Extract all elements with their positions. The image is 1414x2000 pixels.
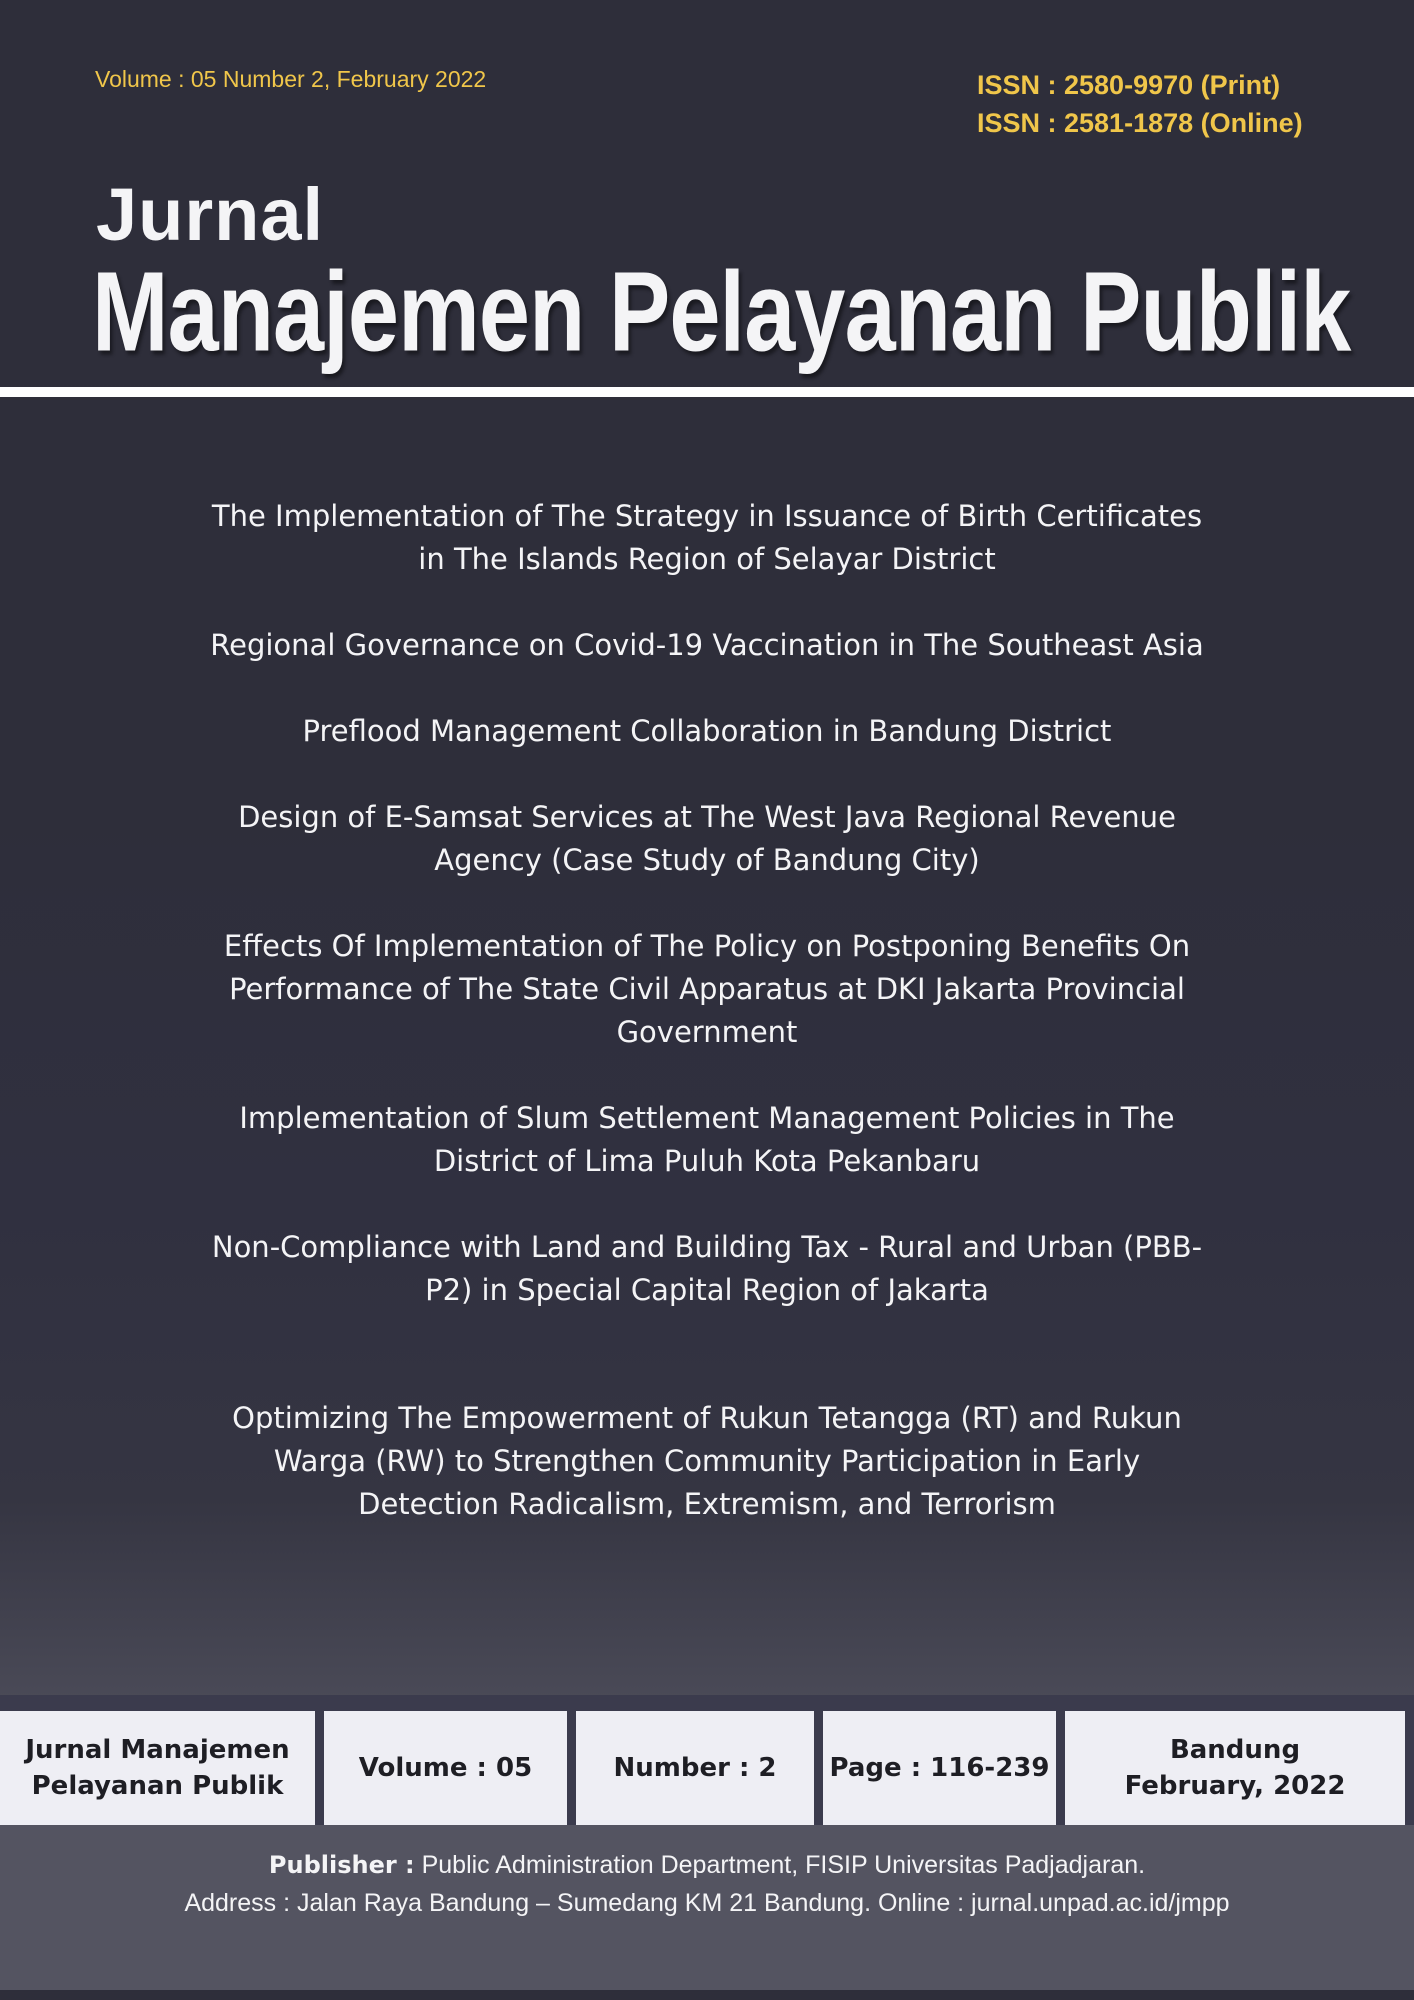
info-journal-name-line1: Jurnal Manajemen: [25, 1735, 290, 1765]
info-place-date: [1065, 1711, 1405, 1825]
info-number: Number : 2: [576, 1711, 814, 1825]
article-title: Non-Compliance with Land and Building Tax - Rural and Urban (PBB-P2) in Special Capital Region of Jakarta: [211, 1230, 1203, 1307]
issn-block: [977, 66, 1303, 142]
issn-print: ISSN : 2580-9970 (Print): [977, 70, 1281, 100]
info-journal-name-line2: Pelayanan Publik: [31, 1771, 284, 1801]
info-pages: Page : 116-239: [823, 1711, 1056, 1825]
journal-title: Manajemen Pelayanan Publik: [92, 247, 1351, 375]
issn-online: ISSN : 2581-1878 (Online): [977, 108, 1303, 138]
info-date: February, 2022: [1124, 1771, 1346, 1801]
publisher-value: Public Administration Department, FISIP Universitas Padjadjaran.: [421, 1851, 1146, 1879]
jurnal-label: Jurnal: [96, 173, 325, 256]
article-title: Optimizing The Empowerment of Rukun Tetangga (RT) and Rukun Warga (RW) to Strengthen Community Participation in Early Detection Radicalism, Extremism, and Terrorism: [232, 1401, 1182, 1521]
info-journal-name: [0, 1711, 315, 1825]
publisher-line: [0, 1846, 1414, 1884]
article-title: Regional Governance on Covid-19 Vaccination in The Southeast Asia: [210, 628, 1204, 662]
publisher-footer: [0, 1825, 1414, 1990]
address-line: Address : Jalan Raya Bandung – Sumedang KM 21 Bandung. Online : jurnal.unpad.ac.id/jmpp: [184, 1889, 1230, 1917]
info-city: Bandung: [1169, 1735, 1301, 1765]
volume-line: Volume : 05 Number 2, February 2022: [95, 66, 487, 92]
bottom-border: [0, 1990, 1414, 2000]
info-volume: Volume : 05: [324, 1711, 567, 1825]
issue-info-strip: [0, 1695, 1414, 1825]
article-title: Design of E-Samsat Services at The West Java Regional Revenue Agency (Case Study of Bandung City): [238, 800, 1176, 877]
article-title: Preflood Management Collaboration in Bandung District: [302, 714, 1112, 748]
article-title: Implementation of Slum Settlement Management Policies in The District of Lima Puluh Kota Pekanbaru: [239, 1101, 1175, 1178]
header-divider: [0, 387, 1414, 397]
article-list: [200, 495, 1214, 1569]
publisher-label: Publisher :: [268, 1851, 415, 1879]
article-title: The Implementation of The Strategy in Issuance of Birth Certificates in The Islands Region of Selayar District: [211, 499, 1203, 576]
article-title: Effects Of Implementation of The Policy on Postponing Benefits On Performance of The State Civil Apparatus at DKI Jakarta Provincial Government: [223, 929, 1191, 1049]
